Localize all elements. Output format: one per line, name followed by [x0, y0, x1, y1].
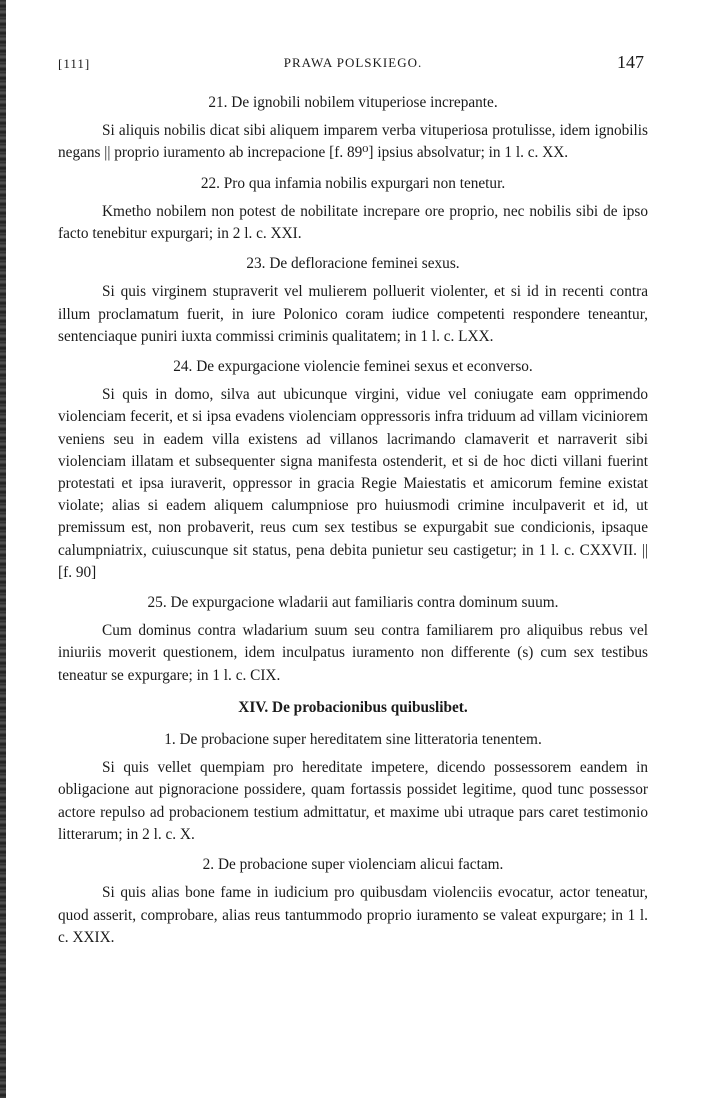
article-paragraph: Cum dominus contra wladarium suum seu contra familiarem pro aliquibus rebus vel iniuriis moverit questionem, idem inculpatus iuramento non differente (s) cum sex testibus teneatur se expurgare; in 1 l. c. CIX.: [58, 622, 648, 684]
article-heading: 1. De probacione super hereditatem sine litteratoria tenentem.: [164, 731, 542, 749]
article-heading: 25. De expurgacione wladarii aut familiaris contra dominum suum.: [147, 594, 559, 612]
page-number: 147: [617, 52, 644, 72]
article-heading: 24. De expurgacione violencie feminei sexus et econverso.: [173, 358, 533, 376]
article-heading: 21. De ignobili nobilem vituperiose increpante.: [208, 94, 498, 111]
page-content: [58, 92, 648, 949]
article-paragraph: Si quis in domo, silva aut ubicunque virgini, vidue vel coniugate eam opprimendo violenciam fecerit, et si ipsa evadens violenciam oppressoris infra triduum ad villam viciniorem veniens seu in eadem villa existens ad villanos lacrimando clamaverit et narraverit sibi violenciam illatam et subsequenter signa manifesta ostenderit, et si de hoc dicti villani fuerint protestati et ipsa iuraverit, oppressor in gracia Regie Maiestatis et amicorum femine existat violate; alias si eadem aliquem calumpniose pro huiusmodi crimine inculpaverit et id, ut premissum est, non probaverit, reus cum sex testibus se expurgabit sue condicionis, ipsaque calumpniatrix, cuiuscunque sit status, pena debita punietur seu castigetur; in 1 l. c. CXXVII. || [f. 90]: [58, 386, 648, 581]
article-heading: 22. Pro qua infamia nobilis expurgari non tenetur.: [200, 174, 506, 192]
article-paragraph: Kmetho nobilem non potest de nobilitate increpare ore proprio, nec nobilis sibi de ipso facto tenebitur expurgari; in 2 l. c. XXI.: [58, 202, 648, 243]
article-paragraph: Si quis alias bone fame in iudicium pro quibusdam violenciis evocatur, actor teneatur, quod asserit, comprobare, alias reus tantummodo proprio iuramento se valeat expurgare; in 1 l. c. XXIX.: [58, 884, 648, 946]
scan-edge: [0, 0, 6, 1098]
running-header: [58, 46, 648, 72]
article-paragraph: Si aliquis nobilis dicat sibi aliquem imparem verba vituperiosa protulisse, idem ignobilis negans || proprio iuramento ab increpacione [f. 89⁰] ipsius absolvatur; in 1 l. c. XX.: [58, 122, 648, 162]
article-paragraph: Si quis vellet quempiam pro hereditate impetere, dicendo possessorem eandem in obligacione aut pignoracione possidere, quam fortassis possidet legitime, quod tunc possessor actore repulso ad probacionem testium admittatur, et maxime ubi utraque pars caret testimonio litterarum; in 2 l. c. X.: [58, 759, 648, 843]
article-heading: 23. De defloracione feminei sexus.: [246, 255, 460, 273]
header-section-number: [111]: [58, 56, 91, 71]
article-paragraph: Si quis virginem stupraverit vel mulierem polluerit violenter, et si id in recenti contra illum proclamatum fuerit, in iure Polonico coram iudice competenti respondere teneantur, sentenciaque puniri iuxta commissi criminis qualitatem; in 1 l. c. LXX.: [58, 283, 648, 345]
book-page: [58, 46, 648, 957]
article-heading: 2. De probacione super violenciam alicui factam.: [202, 856, 504, 874]
section-heading: XIV. De probacionibus quibuslibet.: [238, 698, 468, 716]
header-title: PRAWA POLSKIEGO.: [283, 55, 423, 70]
